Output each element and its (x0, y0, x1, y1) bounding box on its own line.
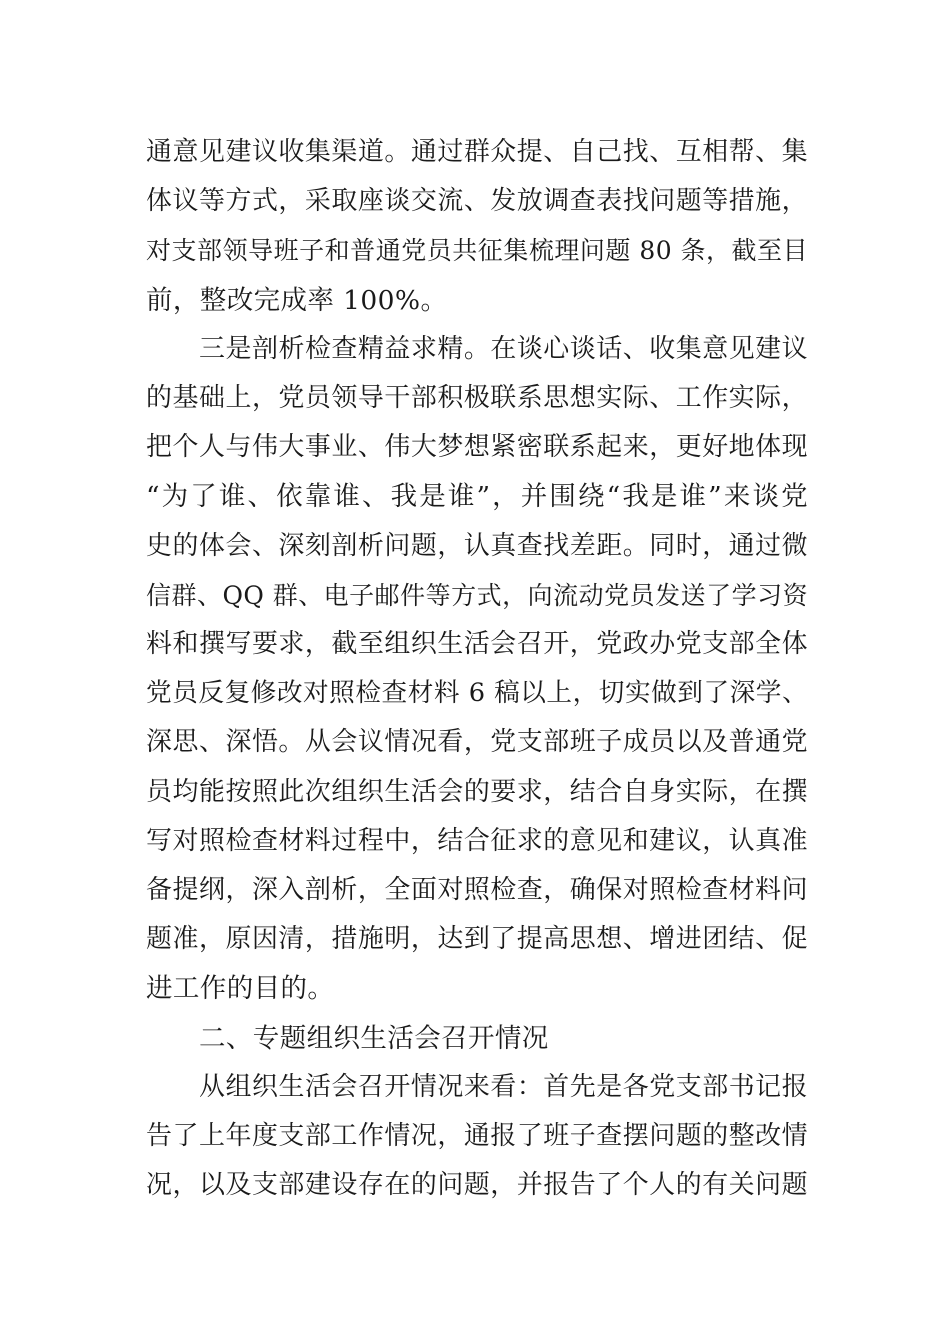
text-line: 通意见建议收集渠道。通过群众提、自己找、互相帮、集 (146, 137, 808, 167)
text-line: 三是剖析检查精益求精。在谈心谈话、收集意见建议 (199, 333, 808, 364)
document-body (146, 128, 808, 1210)
text-line: 体议等方式，采取座谈交流、发放调查表找问题等措施， (146, 186, 808, 217)
text-line: 前，整改完成率 100%。 (146, 284, 448, 316)
text-line: 备提纲，深入剖析，全面对照检查，确保对照检查材料问 (146, 875, 808, 906)
section-heading-text: 二、专题组织生活会召开情况 (199, 1022, 549, 1054)
text-line: 对支部领导班子和普通党员共征集梳理问题 80 条，截至目 (146, 236, 808, 266)
text-line: 料和撰写要求，截至组织生活会召开，党政办党支部全体 (146, 629, 808, 660)
text-line: 告了上年度支部工作情况，通报了班子查摆问题的整改情 (146, 1121, 808, 1152)
text-line: 信群、QQ 群、电子邮件等方式，向流动党员发送了学习资 (146, 580, 808, 610)
paragraph-feedback-channels (146, 128, 808, 325)
text-line: 况，以及支部建设存在的问题，并报告了个人的有关问题 (146, 1170, 808, 1201)
section-heading (146, 1014, 808, 1063)
text-line: 写对照检查材料过程中，结合征求的意见和建议，认真准 (146, 825, 808, 856)
text-line: 进工作的目的。 (146, 973, 335, 1005)
paragraph-self-examination (146, 325, 808, 1014)
text-line: 从组织生活会召开情况来看：首先是各党支部书记报 (199, 1071, 808, 1102)
text-line: 员均能按照此次组织生活会的要求，结合自身实际，在撰 (146, 776, 808, 807)
text-line: “为了谁、依靠谁、我是谁”，并围绕“我是谁”来谈党 (146, 481, 808, 513)
text-line: 深思、深悟。从会议情况看，党支部班子成员以及普通党 (146, 727, 808, 758)
text-line: 的基础上，党员领导干部积极联系思想实际、工作实际， (146, 383, 808, 414)
paragraph-meeting-overview (146, 1063, 808, 1211)
text-line: 党员反复修改对照检查材料 6 稿以上，切实做到了深学、 (146, 678, 808, 709)
text-line: 把个人与伟大事业、伟大梦想紧密联系起来，更好地体现 (146, 432, 808, 463)
text-line: 题准，原因清，措施明，达到了提高思想、增进团结、促 (146, 924, 808, 955)
text-line: 史的体会、深刻剖析问题，认真查找差距。同时，通过微 (146, 530, 808, 561)
